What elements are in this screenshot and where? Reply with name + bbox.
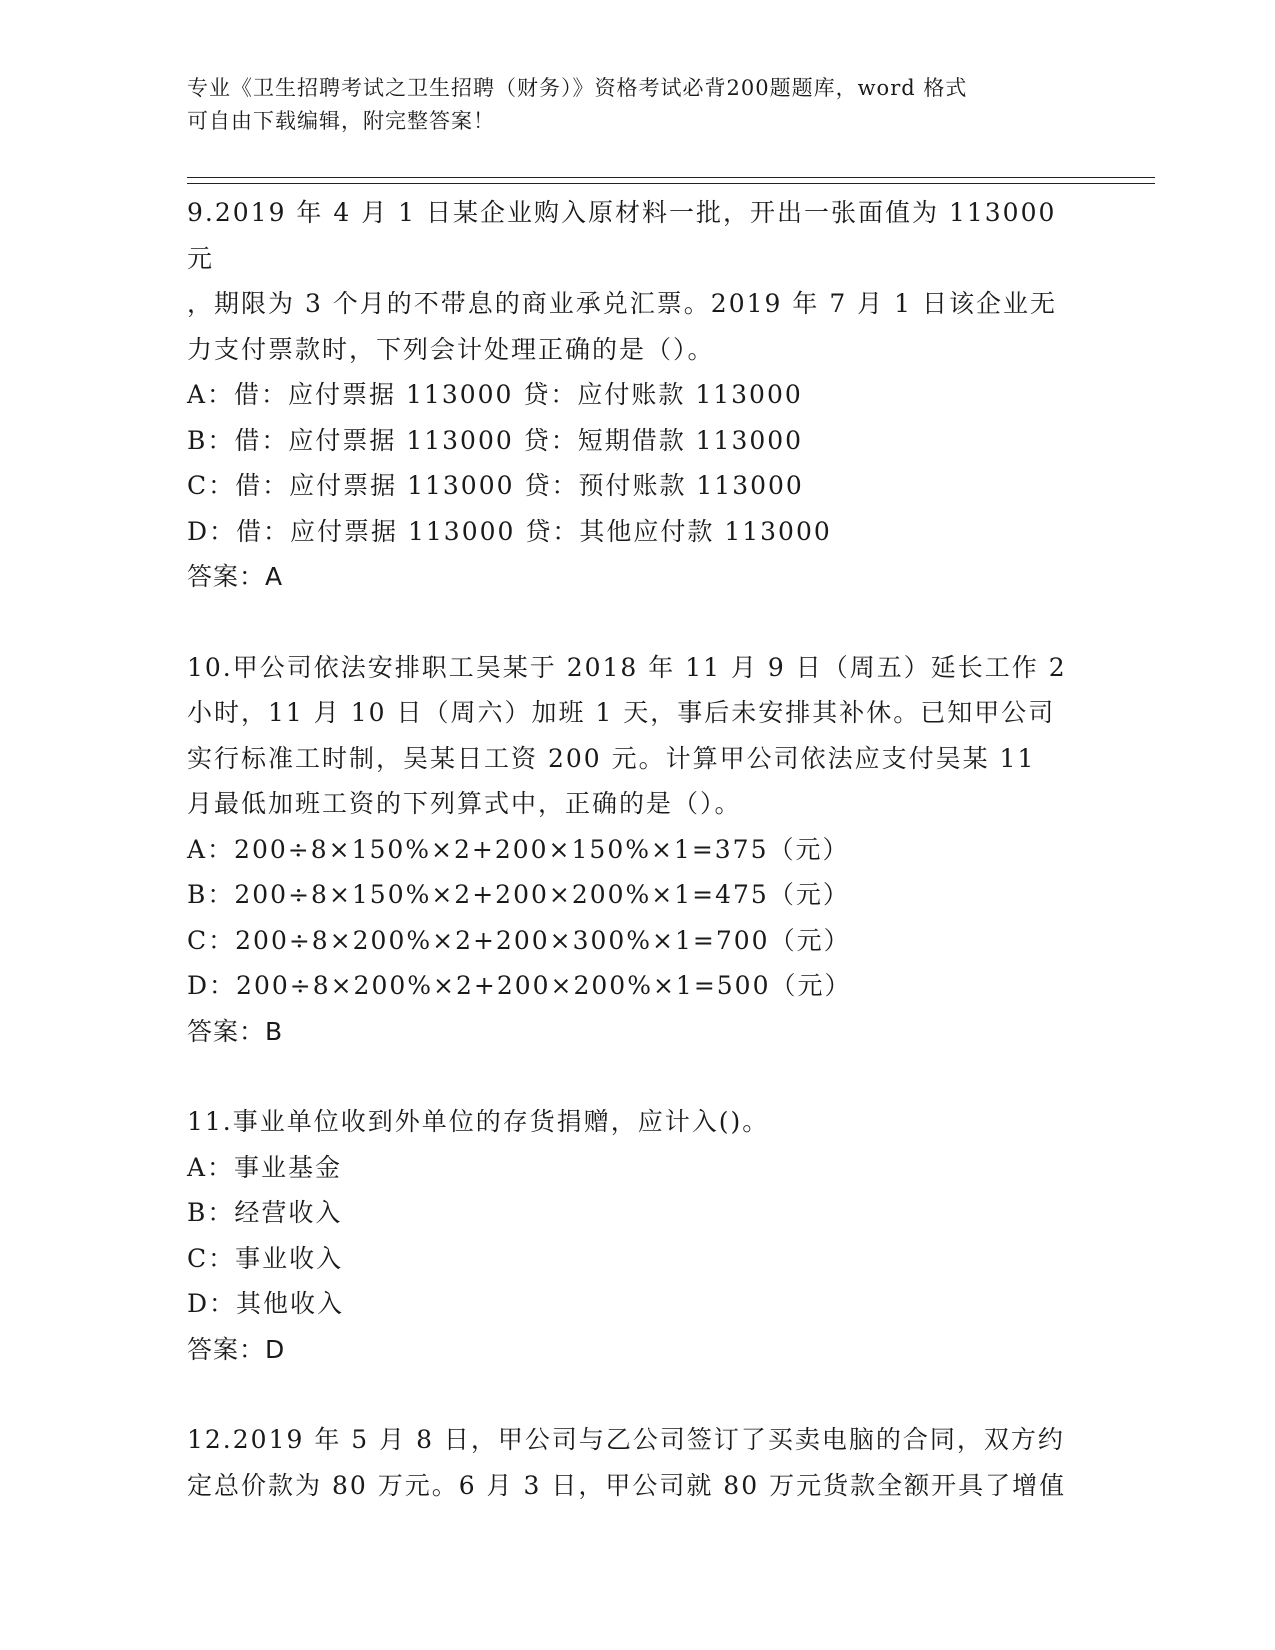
header-rule-bottom <box>187 183 1155 184</box>
question-spacer <box>187 1372 1087 1417</box>
answer-option: B：借：应付票据 113000 贷：短期借款 113000 <box>187 425 804 455</box>
question-text-line: 10.甲公司依法安排职工吴某于 2018 年 11 月 9 日（周五）延长工作 2 <box>187 652 1067 682</box>
question-text-line: 小时，11 月 10 日（周六）加班 1 天，事后未安排其补休。已知甲公司 <box>187 698 1056 727</box>
answer-option: D：200÷8×200%×2+200×200%×1=500（元） <box>187 971 852 1000</box>
question-list <box>187 190 1087 1508</box>
answer-option: B：经营收入 <box>187 1198 343 1227</box>
question-text-line: 11.事业单位收到外单位的存货捐赠，应计入()。 <box>187 1107 770 1136</box>
answer-option: A：借：应付票据 113000 贷：应付账款 113000 <box>187 380 803 409</box>
answer-option: C：200÷8×200%×2+200×300%×1=700（元） <box>187 925 851 955</box>
question-text-line: 实行标准工时制，吴某日工资 200 元。计算甲公司依法应支付吴某 11 <box>187 743 1036 773</box>
question-block <box>187 1417 1087 1508</box>
answer-key: 答案：A <box>187 562 284 591</box>
question-text-line: 12.2019 年 5 月 8 日，甲公司与乙公司签订了买卖电脑的合同，双方约 <box>187 1425 1065 1454</box>
answer-option: D：借：应付票据 113000 贷：其他应付款 113000 <box>187 516 832 546</box>
answer-key: 答案：B <box>187 1016 284 1046</box>
answer-option: C：事业收入 <box>187 1243 344 1273</box>
answer-option: C：借：应付票据 113000 贷：预付账款 113000 <box>187 471 804 500</box>
question-spacer <box>187 600 1087 645</box>
answer-key: 答案：D <box>187 1334 286 1364</box>
question-spacer <box>187 1054 1087 1099</box>
question-text-line: 月最低加班工资的下列算式中，正确的是（）。 <box>187 789 742 818</box>
question-block <box>187 190 1087 645</box>
question-text-line: 力支付票款时，下列会计处理正确的是（）。 <box>187 334 715 364</box>
header-line-2: 可自由下载编辑，附完整答案！ <box>187 109 495 133</box>
header-line-1: 专业《卫生招聘考试之卫生招聘（财务）》资格考试必背200题题库，word 格式 <box>187 76 968 100</box>
header-rule-top <box>187 177 1155 178</box>
question-text-line: ，期限为 3 个月的不带息的商业承兑汇票。2019 年 7 月 1 日该企业无 <box>187 289 1057 318</box>
question-block <box>187 645 1087 1100</box>
answer-option: D：其他收入 <box>187 1289 345 1318</box>
question-text-line: 9.2019 年 4 月 1 日某企业购入原材料一批，开出一张面值为 113000 元 <box>187 198 1057 273</box>
answer-option: A：事业基金 <box>187 1152 343 1182</box>
document-header <box>187 72 1087 138</box>
question-block <box>187 1099 1087 1417</box>
answer-option: A：200÷8×150%×2+200×150%×1=375（元） <box>187 834 850 864</box>
answer-option: B：200÷8×150%×2+200×200%×1=475（元） <box>187 880 850 909</box>
question-text-line: 定总价款为 80 万元。6 月 3 日，甲公司就 80 万元货款全额开具了增值 <box>187 1470 1067 1500</box>
